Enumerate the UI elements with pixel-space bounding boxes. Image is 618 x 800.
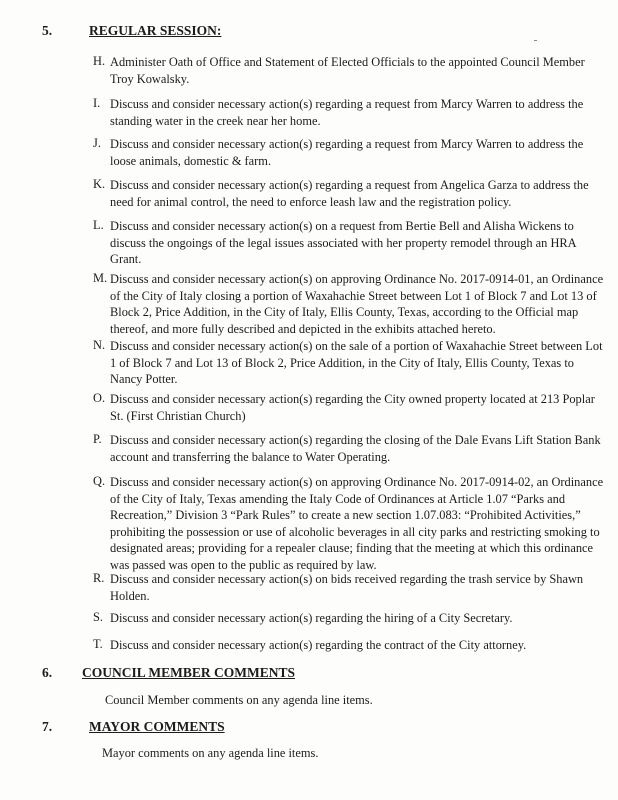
item-m-text: Discuss and consider necessary action(s) on approving Ordinance No. 2017-0914-01, an Ordinance of the City of Italy closing a portion of Waxahachie Street between Lot 1 of Block 7 and Lot 13 of Block 2, Price Addition, in the City of Italy, Ellis County, Texas, according to the Official map thereof, and more fully described and depicted in the exhibits attached hereto. — [110, 272, 604, 336]
item-m-letter: M. — [93, 271, 108, 285]
section-6-body: Council Member comments on any agenda line items. — [105, 693, 373, 707]
item-k-text: Discuss and consider necessary action(s) regarding a request from Angelica Garza to address the need for animal control, the need to enforce leash law and the registration policy. — [110, 178, 589, 209]
item-n-text: Discuss and consider necessary action(s) on the sale of a portion of Waxahachie Street between Lot 1 of Block 7 and Lot 13 of Block 2, Price Addition, in the City of Italy, Ellis County, Texas to Nancy Potter. — [110, 339, 603, 387]
section-7-heading: MAYOR COMMENTS — [89, 719, 225, 734]
item-n-letter: N. — [93, 338, 106, 352]
section-5-number: 5. — [42, 23, 53, 38]
item-h-letter: H. — [93, 54, 106, 68]
item-q-text: Discuss and consider necessary action(s) on approving Ordinance No. 2017-0914-02, an Ordinance of the City of Italy, Texas amending the Italy Code of Ordinances at Article 1.07 “Parks and Recreation,” Division 3 “Park Rules” to create a new section 1.07.083: “Prohibited Activities,” prohibiting the possession or use of alcoholic beverages in all city parks and restricting smoking to designated areas; providing for a repealer clause; finding that the meeting at which this ordinance was passed was open to the public as required by law. — [110, 475, 604, 572]
item-t-letter: T. — [93, 637, 103, 651]
item-j-text: Discuss and consider necessary action(s) regarding a request from Marcy Warren to address the loose animals, domestic & farm. — [110, 137, 584, 168]
item-o-letter: O. — [93, 391, 106, 405]
item-j-letter: J. — [93, 136, 101, 150]
section-6-heading: COUNCIL MEMBER COMMENTS — [82, 665, 296, 680]
item-t-text: Discuss and consider necessary action(s) regarding the contract of the City attorney. — [110, 638, 527, 652]
item-i-letter: I. — [93, 96, 101, 110]
item-q-letter: Q. — [93, 474, 106, 488]
item-h-text: Administer Oath of Office and Statement of Elected Officials to the appointed Council Member Troy Kowalsky. — [110, 55, 585, 86]
item-o-text: Discuss and consider necessary action(s) regarding the City owned property located at 213 Poplar St. (First Christian Church) — [110, 392, 595, 423]
item-i-text: Discuss and consider necessary action(s) regarding a request from Marcy Warren to address the standing water in the creek near her home. — [110, 97, 584, 128]
item-l-letter: L. — [93, 218, 104, 232]
item-l-text: Discuss and consider necessary action(s) on a request from Bertie Bell and Alisha Wickens to discuss the ongoings of the legal issues associated with her property remodel through an HRA Grant. — [110, 219, 576, 267]
section-6-number: 6. — [42, 665, 53, 680]
item-r-text: Discuss and consider necessary action(s) on bids received regarding the trash service by Shawn Holden. — [110, 572, 584, 603]
scan-speck — [534, 40, 537, 41]
section-7-body: Mayor comments on any agenda line items. — [102, 746, 319, 760]
item-s-letter: S. — [93, 610, 103, 624]
section-5-heading: REGULAR SESSION: — [89, 23, 222, 38]
item-p-text: Discuss and consider necessary action(s) regarding the closing of the Dale Evans Lift Station Bank account and transferring the balance to Water Operating. — [110, 433, 601, 464]
item-k-letter: K. — [93, 177, 106, 191]
item-r-letter: R. — [93, 571, 105, 585]
item-s-text: Discuss and consider necessary action(s) regarding the hiring of a City Secretary. — [110, 611, 513, 625]
item-p-letter: P. — [93, 432, 102, 446]
section-7-number: 7. — [42, 719, 53, 734]
